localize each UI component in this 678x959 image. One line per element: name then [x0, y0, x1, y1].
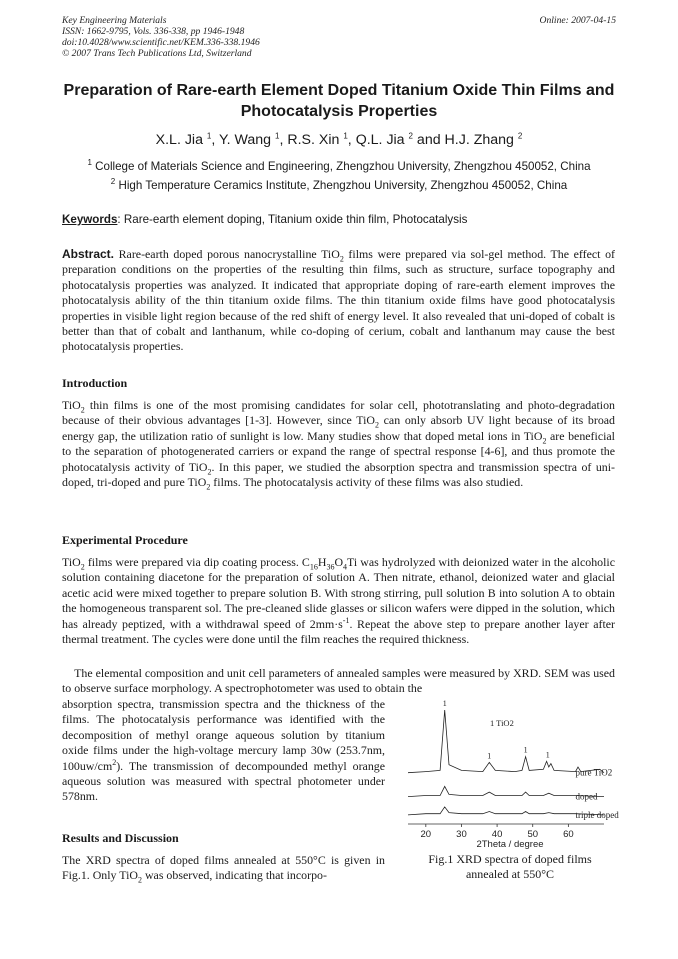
keywords-label: Keywords [62, 213, 118, 226]
doi-line: doi:10.4028/www.scientific.net/KEM.336-338.1946 [62, 37, 260, 48]
author-list: X.L. Jia $^1$, Y. Wang $^1$, R.S. Xin $^1$, Q.L. Jia $^2$ and H.J. Zhang $^2$ [155, 131, 523, 148]
section-heading-experimental: Experimental Procedure [62, 533, 188, 547]
x-tick-label: 40 [491, 829, 503, 840]
author-affiliation-mark: 2 [408, 131, 413, 141]
xrd-chart [404, 699, 619, 850]
author-affiliation-mark: 1 [343, 131, 348, 141]
x-tick-label: 60 [563, 829, 574, 840]
section-heading-introduction: Introduction [62, 376, 128, 390]
issn-line: ISSN: 1662-9795, Vols. 336-338, pp 1946-1948 [62, 26, 245, 37]
abstract-label: Abstract. [62, 247, 115, 261]
affiliation-2 [30, 179, 648, 192]
affiliation-number: 1 [87, 158, 92, 168]
peak-annotation: 1 [442, 699, 447, 708]
affiliation-text: College of Materials Science and Engineering, Zhengzhou University, Zhengzhou 450052, China [95, 160, 591, 173]
section-heading-results: Results and Discussion [62, 831, 179, 845]
affiliation-number: 2 [110, 177, 116, 187]
series-label: doped [575, 791, 598, 802]
affiliation-1 [30, 160, 648, 173]
copyright-line: © 2007 Trans Tech Publications Ltd, Switzerland [62, 48, 252, 59]
x-tick-label: 50 [527, 829, 539, 840]
series-label: triple doped [575, 809, 619, 820]
author-affiliation-mark: 2 [517, 131, 523, 141]
caption-line-2: annealed at 550°C [465, 867, 555, 881]
journal-name: Key Engineering Materials [62, 15, 167, 26]
author-name: H.J. Zhang [444, 132, 518, 148]
figure-caption [404, 852, 616, 882]
x-tick-label: 20 [420, 829, 432, 840]
experimental-text-3: absorption spectra, transmission spectra and the thickness of the films. The photocatalysis performance was identified with the decomposition of methyl orange aqueous solution by titanium oxide films under the high-voltage mercury lamp 30w (253.7nm, $100uw/cm^2$). The transmission of decompounded methyl orange aqueous solution was measured with spectral photometer under 578nm. [62, 697, 385, 804]
introduction-text: TiO$_2$ thin films is one of the most promising candidates for solar cell, phototranslating and photo-degradation because of their obvious advantages [1-3]. However, since TiO$_2$ can only absorb UV light because of its broad energy gap, the utilization ratio of sunlight is low. Many studies show that doped metal ions in TiO$_2$ are beneficial to the separation of photogenerated carriers or expand the range of spectral response [4-6], and thus promote the photocatalysis activity of TiO$_2$. In this paper, we studied the absorption spectra and transmission spectra of uni-doped, tri-doped and pure TiO$_2$ films. The photocatalysis activity of these films was also studied. [62, 398, 616, 492]
author-affiliation-mark: 1 [206, 131, 212, 141]
author-name: R.S. Xin [287, 132, 344, 148]
results-text: The XRD spectra of doped films annealed at 550°C is given in Fig.1. Only TiO$_2$ was observed, indicating that incorpo- [62, 853, 385, 885]
peak-annotation: 1 [487, 751, 492, 761]
x-tick-label: 30 [456, 829, 467, 840]
online-date: Online: 2007-04-15 [539, 15, 616, 26]
series-label: pure TiO2 [575, 767, 613, 778]
experimental-text-2: The elemental composition and unit cell parameters of annealed samples were measured by XRD. SEM was used to observe surface morphology. A spectrophotometer was used to obtain the [62, 666, 615, 696]
xrd-figure [404, 699, 619, 850]
author-name: Q.L. Jia [355, 132, 409, 148]
affiliation-text: High Temperature Ceramics Institute, Zhengzhou University, Zhengzhou 450052, China [118, 179, 568, 192]
keywords: Keywords: Rare-earth element doping, Titanium oxide thin film, Photocatalysis [62, 213, 468, 226]
phase-legend: 1 TiO2 [489, 717, 514, 728]
experimental-text-1: TiO$_2$ films were prepared via dip coating process. $C_{16}H_{36}O_4Ti$ was hydrolyzed with deionized water in the alcoholic solution containing diacetone for the preparation of solution A. Then nitrate, ethanol, deionized water and glacial acetic acid were mixed together to prepare solution B. With strong stirring, pull solution B into solution A to obtain the homogeneous transparent sol. The pre-cleaned slide glasses or silicon wafers were dipped in the solution, which has already peptized, with a withdrawal speed of $2mm\cdot s^{-1}$. Repeat the above step to prepare another layer after thermal treatment. The cycles were done until the film reaches the required thickness. [62, 555, 615, 647]
x-axis-label: 2Theta / degree [476, 839, 544, 850]
keywords-text: Rare-earth element doping, Titanium oxide thin film, Photocatalysis [123, 213, 468, 226]
author-affiliation-mark: 1 [275, 131, 280, 141]
caption-line-1: Fig.1 XRD spectra of doped films [428, 852, 592, 866]
abstract-text: Rare-earth doped porous nanocrystalline TiO$_2$ films were prepared via sol-gel method. The effect of preparation conditions on the properties of the resulting thin films, such as structure, surface topography and photocatalysis properties was analyzed. It indicated that appropriate doping of rare-earth element improves the photocatalysis ability of the thin titanium oxide films. The thin titanium oxide films have good photocatalysis properties in visible light region because of the red shift of energy level. It also revealed that uni-doped of cobalt is better than that of cobalt and lanthanum, while co-doping of cerium, cobalt and lanthanum may cause the best photocatalysis properties. [62, 247, 615, 354]
author-name: X.L. Jia [155, 132, 207, 148]
running-header [62, 15, 260, 59]
peak-annotation: 1 [545, 750, 550, 760]
peak-annotation: 1 [523, 745, 528, 755]
author-name: Y. Wang [219, 132, 276, 148]
paper-title: Preparation of Rare-earth Element Doped Titanium Oxide Thin Films and Photocatalysis Properties [63, 82, 615, 120]
abstract [62, 247, 615, 355]
